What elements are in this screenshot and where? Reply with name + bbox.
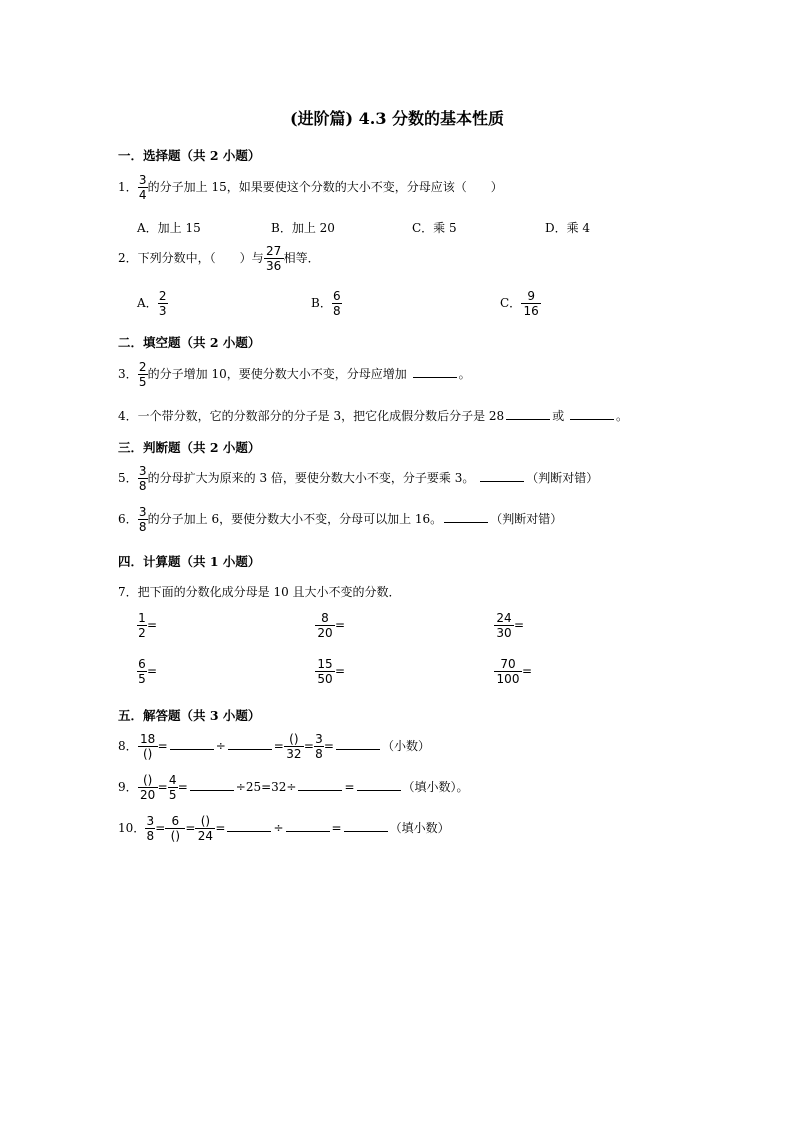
fraction: $\frac{2}{5}$ bbox=[138, 360, 147, 389]
fraction: $\frac{6}{()}$ bbox=[165, 815, 185, 842]
question-9: 9． $\frac{()}{20}$ = $\frac{4}{5}$ = ÷25=32÷ = （填小数）。 bbox=[118, 773, 469, 802]
question-number: 1． bbox=[118, 180, 138, 194]
fraction: $\frac{15}{50}$ bbox=[315, 658, 335, 685]
section-heading-calc: 四．计算题（共 1 小题） bbox=[118, 554, 261, 569]
punctuation: 。 bbox=[458, 367, 471, 381]
answer-blank[interactable] bbox=[228, 738, 272, 750]
fraction: $\frac{1}{2}$ bbox=[138, 611, 146, 640]
answer-hint: （填小数） bbox=[389, 821, 450, 835]
q1-option-a[interactable]: A．加上 15 bbox=[137, 221, 201, 235]
fraction: $\frac{18}{()}$ bbox=[138, 733, 158, 760]
section-heading-fill: 二．填空题（共 2 小题） bbox=[118, 335, 261, 350]
fraction: $\frac{2}{3}$ bbox=[158, 289, 167, 318]
q7-item-2: $\frac{8}{20}$ = bbox=[315, 612, 345, 639]
fraction: $\frac{9}{16}$ bbox=[521, 290, 541, 317]
fraction: $\frac{()}{32}$ bbox=[284, 733, 304, 760]
question-number: 10． bbox=[118, 821, 146, 835]
answer-blank[interactable] bbox=[506, 408, 550, 420]
question-2 bbox=[118, 245, 320, 272]
question-5 bbox=[118, 465, 598, 492]
section-heading-choice: 一．选择题（共 2 小题） bbox=[118, 148, 261, 163]
question-number: 9． bbox=[118, 780, 138, 794]
question-text: 把下面的分数化成分母是 10 且大小不变的分数． bbox=[137, 585, 401, 599]
answer-blank[interactable] bbox=[298, 779, 342, 791]
answer-blank[interactable] bbox=[336, 738, 380, 750]
question-1 bbox=[118, 174, 503, 201]
fraction: $\frac{6}{8}$ bbox=[333, 289, 341, 318]
answer-blank[interactable] bbox=[227, 820, 271, 832]
q7-item-4: $\frac{6}{5}$ = bbox=[138, 657, 158, 686]
question-number: 2． bbox=[118, 251, 138, 265]
q1-option-d[interactable]: D．乘 4 bbox=[545, 221, 591, 235]
question-6 bbox=[118, 506, 562, 533]
answer-blank[interactable] bbox=[570, 408, 614, 420]
question-text: 的分母扩大为原来的 3 倍，要使分数大小不变，分子要乘 3。 bbox=[147, 471, 475, 485]
q1-option-c[interactable]: C．乘 5 bbox=[412, 221, 457, 235]
question-number: 5． bbox=[118, 471, 138, 485]
question-number: 4． bbox=[118, 409, 138, 423]
fraction: $\frac{3}{8}$ bbox=[138, 505, 147, 534]
fraction: $\frac{8}{20}$ bbox=[315, 612, 335, 639]
q2-option-a[interactable]: A． $\frac{2}{3}$ bbox=[137, 289, 167, 318]
q7-item-6: $\frac{70}{100}$ = bbox=[494, 658, 532, 685]
question-8: 8． $\frac{18}{()}$ = ÷ = $\frac{()}{32}$ = $\frac{3}{8}$ = （小数） bbox=[118, 732, 430, 761]
answer-blank[interactable] bbox=[170, 738, 214, 750]
question-text: 的分子加上 6，要使分数大小不变，分母可以加上 16。 bbox=[147, 512, 443, 526]
answer-blank[interactable] bbox=[444, 511, 488, 523]
q2-option-c[interactable]: C． $\frac{9}{16}$ bbox=[500, 290, 541, 317]
question-number: 6． bbox=[118, 512, 138, 526]
answer-hint: （小数） bbox=[381, 739, 430, 753]
question-number: 7． bbox=[118, 585, 138, 599]
section-heading-answer: 五．解答题（共 3 小题） bbox=[118, 708, 261, 723]
question-text: 一个带分数，它的分数部分的分子是 3，把它化成假分数后分子是 28 bbox=[137, 409, 505, 423]
answer-blank[interactable] bbox=[357, 779, 401, 791]
question-3 bbox=[118, 361, 471, 388]
fraction: $\frac{70}{100}$ bbox=[494, 658, 522, 685]
answer-blank[interactable] bbox=[413, 366, 457, 378]
judge-hint: （判断对错） bbox=[490, 512, 563, 526]
fraction: $\frac{3}{8}$ bbox=[315, 732, 323, 761]
fraction: $\frac{3}{8}$ bbox=[146, 814, 155, 843]
fraction: $\frac{6}{5}$ bbox=[138, 657, 146, 686]
judge-hint: （判断对错） bbox=[526, 471, 599, 485]
fraction: $\frac{27}{36}$ bbox=[264, 245, 284, 272]
question-number: 3． bbox=[118, 367, 138, 381]
punctuation: 。 bbox=[616, 409, 629, 423]
fraction: $\frac{()}{20}$ bbox=[138, 774, 158, 801]
fraction: $\frac{3}{8}$ bbox=[138, 464, 147, 493]
q7-item-1: $\frac{1}{2}$ = bbox=[138, 611, 158, 640]
question-text-end: 相等． bbox=[283, 251, 320, 265]
question-number: 8． bbox=[118, 739, 138, 753]
q7-item-3: $\frac{24}{30}$ = bbox=[494, 612, 524, 639]
question-text: 下列分数中，（ ）与 bbox=[137, 251, 264, 265]
fraction: $\frac{3}{4}$ bbox=[138, 173, 147, 202]
q7-item-5: $\frac{15}{50}$ = bbox=[315, 658, 345, 685]
question-text-mid: 或 bbox=[552, 409, 565, 423]
answer-blank[interactable] bbox=[480, 470, 524, 482]
fraction: $\frac{4}{5}$ bbox=[168, 773, 177, 802]
question-4 bbox=[118, 407, 628, 424]
section-heading-judge: 三．判断题（共 2 小题） bbox=[118, 440, 261, 455]
question-text: 的分子增加 10，要使分数大小不变，分母应增加 bbox=[147, 367, 407, 381]
q1-option-b[interactable]: B．加上 20 bbox=[271, 221, 335, 235]
page-title: (进阶篇) 4.3 分数的基本性质 bbox=[289, 109, 505, 128]
question-text: 的分子加上 15，如果要使这个分数的大小不变，分母应该（ ） bbox=[147, 180, 503, 194]
fraction: $\frac{24}{30}$ bbox=[494, 612, 514, 639]
answer-hint: （填小数）。 bbox=[402, 780, 469, 794]
question-10: 10． $\frac{3}{8}$ = $\frac{6}{()}$ = $\frac{()}{24}$ = ÷ = （填小数） bbox=[118, 814, 450, 843]
answer-blank[interactable] bbox=[344, 820, 388, 832]
answer-blank[interactable] bbox=[286, 820, 330, 832]
answer-blank[interactable] bbox=[190, 779, 234, 791]
fraction: $\frac{()}{24}$ bbox=[195, 815, 215, 842]
q2-option-b[interactable]: B． $\frac{6}{8}$ bbox=[311, 289, 341, 318]
question-7 bbox=[118, 583, 401, 600]
